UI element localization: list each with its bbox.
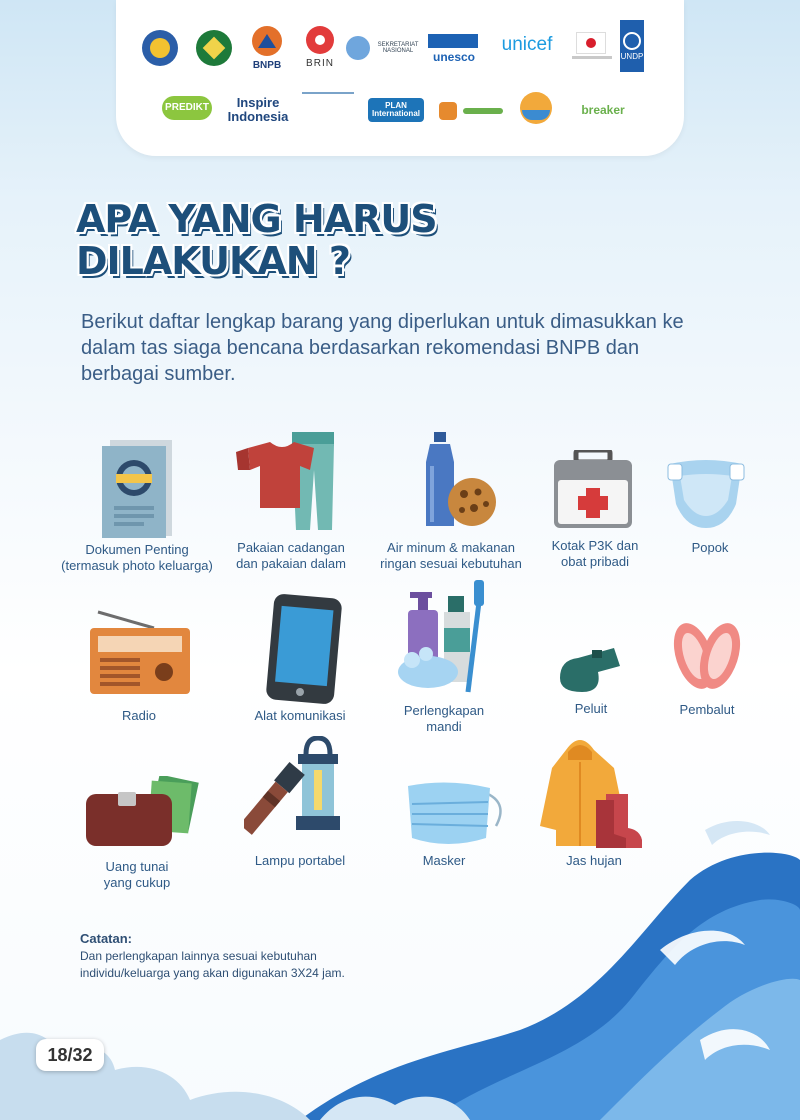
note-text: Dan perlengkapan lainnya sesuai kebutuhan individu/keluarga yang akan digunakan 3X24 jam.	[80, 949, 345, 980]
logo-unicef: unicef	[501, 34, 553, 56]
item-label: Jas hujan	[566, 853, 622, 868]
item-label: Kotak P3K dan obat pribadi	[551, 538, 639, 569]
water-food-icon	[424, 432, 500, 530]
page-number: 18/32	[36, 1039, 104, 1071]
item-label: Alat komunikasi	[254, 708, 346, 723]
item-label: Masker	[422, 853, 466, 868]
logo-kemenag	[196, 30, 232, 66]
whistle-icon	[558, 644, 624, 696]
mask-icon	[404, 780, 508, 848]
logo-tut-wuri	[142, 30, 178, 66]
title-line-1: APA YANG HARUS	[76, 197, 437, 241]
item-label: Radio	[122, 708, 156, 723]
item-label: Peluit	[574, 701, 608, 716]
title-line-2: DILAKUKAN ?	[76, 239, 350, 283]
pad-icon	[672, 620, 742, 696]
intro-text: Berikut daftar lengkap barang yang diperlukan untuk dimasukkan ke dalam tas siaga bencana berdasarkan rekomendasi BNPB dan berbagai sumber.	[81, 311, 684, 385]
raincoat-icon	[538, 730, 646, 850]
logo-brin-text: BRIN	[306, 57, 334, 69]
first-aid-icon	[552, 450, 634, 530]
logo-kaki-sahabat	[436, 100, 506, 122]
logo-bnpb-text: BNPB	[252, 59, 282, 71]
logo-undp-text: UNDP	[620, 51, 644, 61]
logo-panel	[116, 0, 684, 156]
item-label: Pembalut	[679, 702, 735, 717]
phone-icon	[266, 594, 342, 704]
diaper-icon	[666, 454, 746, 530]
item-label: Pakaian cadangan dan pakaian dalam	[236, 540, 346, 571]
document-icon	[100, 440, 176, 540]
logo-seknas-text: SEKRETARIAT NASIONAL	[377, 41, 419, 54]
item-label: Perlengkapan mandi	[403, 703, 485, 734]
note-title: Catatan:	[80, 931, 133, 946]
logo-breaker: breaker	[581, 102, 625, 117]
item-label: Popok	[691, 540, 729, 555]
logo-arise	[520, 92, 552, 124]
radio-icon	[88, 610, 192, 696]
item-label: Lampu portabel	[254, 853, 346, 868]
logo-plan: PLAN International	[368, 98, 424, 122]
logo-inspire: Inspire Indonesia	[227, 95, 289, 124]
logo-hpi	[302, 92, 354, 128]
item-label: Air minum & makanan ringan sesuai kebutuhan	[380, 540, 522, 571]
lamp-icon	[244, 736, 344, 846]
logo-predikt: PREDIKT	[162, 96, 212, 120]
page-title	[76, 198, 437, 282]
item-label: Uang tunai yang cukup	[103, 859, 171, 890]
wallet-icon	[84, 776, 202, 848]
logo-unesco-text: unesco	[432, 49, 475, 64]
toiletries-icon	[398, 580, 502, 696]
item-label: Dokumen Penting (termasuk photo keluarga)	[61, 542, 213, 573]
clothes-icon	[234, 430, 338, 534]
